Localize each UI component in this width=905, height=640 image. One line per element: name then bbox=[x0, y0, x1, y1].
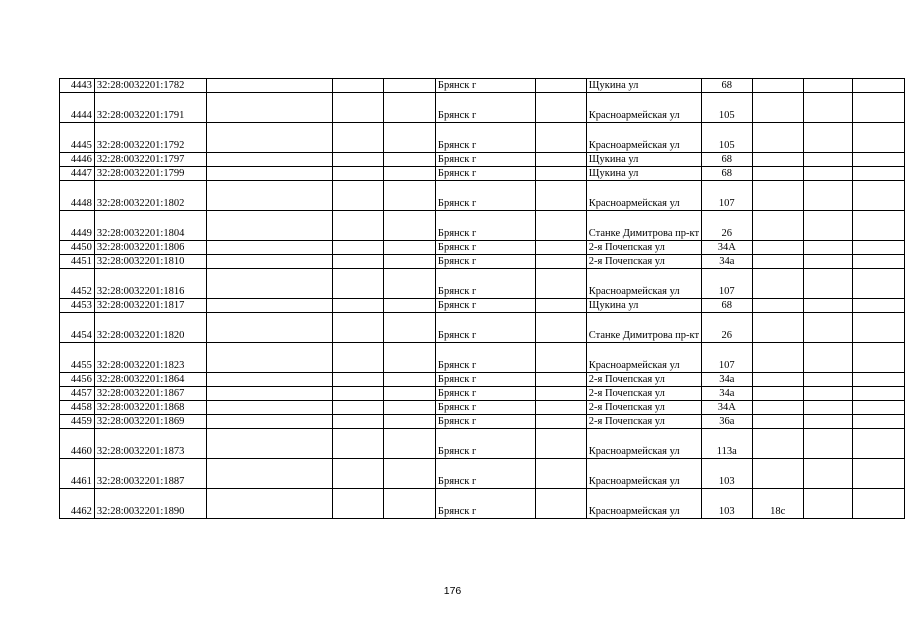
empty-cell bbox=[852, 79, 904, 93]
city-cell: Брянск г bbox=[435, 241, 535, 255]
empty-cell bbox=[852, 299, 904, 313]
city-cell: Брянск г bbox=[435, 79, 535, 93]
cadastral-number-cell: 32:28:0032201:1797 bbox=[94, 153, 207, 167]
empty-cell bbox=[383, 167, 435, 181]
empty-cell bbox=[535, 241, 586, 255]
empty-cell bbox=[207, 489, 332, 519]
row-number-cell: 4460 bbox=[60, 429, 95, 459]
empty-cell bbox=[803, 255, 852, 269]
empty-cell bbox=[535, 255, 586, 269]
empty-cell bbox=[852, 269, 904, 299]
row-number-cell: 4461 bbox=[60, 459, 95, 489]
empty-cell bbox=[332, 241, 383, 255]
table-row bbox=[60, 401, 905, 415]
empty-cell bbox=[383, 93, 435, 123]
city-cell: Брянск г bbox=[435, 343, 535, 373]
city-cell: Брянск г bbox=[435, 167, 535, 181]
empty-cell bbox=[207, 123, 332, 153]
empty-cell bbox=[207, 181, 332, 211]
empty-cell bbox=[383, 373, 435, 387]
city-cell: Брянск г bbox=[435, 255, 535, 269]
empty-cell bbox=[803, 429, 852, 459]
city-cell: Брянск г bbox=[435, 153, 535, 167]
cadastral-number-cell: 32:28:0032201:1820 bbox=[94, 313, 207, 343]
empty-cell bbox=[383, 313, 435, 343]
street-cell: Щукина ул bbox=[586, 153, 701, 167]
building-cell bbox=[752, 269, 803, 299]
empty-cell bbox=[207, 255, 332, 269]
empty-cell bbox=[207, 153, 332, 167]
table-row bbox=[60, 429, 905, 459]
building-cell bbox=[752, 401, 803, 415]
empty-cell bbox=[852, 181, 904, 211]
empty-cell bbox=[383, 79, 435, 93]
building-cell bbox=[752, 167, 803, 181]
empty-cell bbox=[535, 299, 586, 313]
table-row bbox=[60, 93, 905, 123]
cadastral-number-cell: 32:28:0032201:1868 bbox=[94, 401, 207, 415]
house-number-cell: 34а bbox=[702, 255, 752, 269]
empty-cell bbox=[332, 269, 383, 299]
empty-cell bbox=[852, 93, 904, 123]
city-cell: Брянск г bbox=[435, 93, 535, 123]
empty-cell bbox=[207, 373, 332, 387]
house-number-cell: 34А bbox=[702, 401, 752, 415]
building-cell bbox=[752, 373, 803, 387]
cadastral-number-cell: 32:28:0032201:1802 bbox=[94, 181, 207, 211]
table-row bbox=[60, 459, 905, 489]
building-cell bbox=[752, 153, 803, 167]
building-cell bbox=[752, 313, 803, 343]
empty-cell bbox=[207, 211, 332, 241]
empty-cell bbox=[535, 387, 586, 401]
empty-cell bbox=[852, 153, 904, 167]
building-cell bbox=[752, 241, 803, 255]
empty-cell bbox=[207, 415, 332, 429]
cadastral-number-cell: 32:28:0032201:1816 bbox=[94, 269, 207, 299]
house-number-cell: 107 bbox=[702, 269, 752, 299]
empty-cell bbox=[535, 459, 586, 489]
table-row bbox=[60, 415, 905, 429]
empty-cell bbox=[332, 299, 383, 313]
table-row bbox=[60, 373, 905, 387]
empty-cell bbox=[852, 167, 904, 181]
table-row bbox=[60, 299, 905, 313]
street-cell: 2-я Почепская ул bbox=[586, 401, 701, 415]
cadastral-number-cell: 32:28:0032201:1806 bbox=[94, 241, 207, 255]
empty-cell bbox=[535, 269, 586, 299]
cadastral-number-cell: 32:28:0032201:1791 bbox=[94, 93, 207, 123]
empty-cell bbox=[383, 387, 435, 401]
house-number-cell: 68 bbox=[702, 299, 752, 313]
street-cell: Красноармейская ул bbox=[586, 459, 701, 489]
city-cell: Брянск г bbox=[435, 269, 535, 299]
city-cell: Брянск г bbox=[435, 387, 535, 401]
table-row bbox=[60, 255, 905, 269]
street-cell: Станке Димитрова пр-кт bbox=[586, 313, 701, 343]
empty-cell bbox=[332, 489, 383, 519]
street-cell: Станке Димитрова пр-кт bbox=[586, 211, 701, 241]
empty-cell bbox=[535, 343, 586, 373]
house-number-cell: 107 bbox=[702, 181, 752, 211]
city-cell: Брянск г bbox=[435, 299, 535, 313]
empty-cell bbox=[383, 153, 435, 167]
empty-cell bbox=[852, 489, 904, 519]
empty-cell bbox=[535, 415, 586, 429]
empty-cell bbox=[383, 299, 435, 313]
table-row bbox=[60, 181, 905, 211]
cadastral-number-cell: 32:28:0032201:1810 bbox=[94, 255, 207, 269]
empty-cell bbox=[332, 211, 383, 241]
cadastral-number-cell: 32:28:0032201:1864 bbox=[94, 373, 207, 387]
city-cell: Брянск г bbox=[435, 181, 535, 211]
row-number-cell: 4450 bbox=[60, 241, 95, 255]
empty-cell bbox=[383, 401, 435, 415]
house-number-cell: 105 bbox=[702, 123, 752, 153]
house-number-cell: 68 bbox=[702, 153, 752, 167]
house-number-cell: 113а bbox=[702, 429, 752, 459]
city-cell: Брянск г bbox=[435, 123, 535, 153]
empty-cell bbox=[852, 123, 904, 153]
empty-cell bbox=[535, 211, 586, 241]
empty-cell bbox=[332, 459, 383, 489]
empty-cell bbox=[207, 167, 332, 181]
street-cell: Щукина ул bbox=[586, 167, 701, 181]
empty-cell bbox=[383, 343, 435, 373]
empty-cell bbox=[803, 181, 852, 211]
empty-cell bbox=[852, 343, 904, 373]
table-row bbox=[60, 387, 905, 401]
table-row bbox=[60, 211, 905, 241]
building-cell bbox=[752, 343, 803, 373]
city-cell: Брянск г bbox=[435, 313, 535, 343]
empty-cell bbox=[852, 401, 904, 415]
empty-cell bbox=[332, 313, 383, 343]
building-cell bbox=[752, 79, 803, 93]
table-row bbox=[60, 269, 905, 299]
house-number-cell: 68 bbox=[702, 167, 752, 181]
house-number-cell: 103 bbox=[702, 489, 752, 519]
table-row bbox=[60, 153, 905, 167]
empty-cell bbox=[535, 489, 586, 519]
house-number-cell: 107 bbox=[702, 343, 752, 373]
empty-cell bbox=[332, 167, 383, 181]
empty-cell bbox=[332, 343, 383, 373]
empty-cell bbox=[535, 429, 586, 459]
building-cell bbox=[752, 299, 803, 313]
empty-cell bbox=[332, 255, 383, 269]
street-cell: 2-я Почепская ул bbox=[586, 241, 701, 255]
empty-cell bbox=[332, 387, 383, 401]
empty-cell bbox=[803, 79, 852, 93]
house-number-cell: 34а bbox=[702, 387, 752, 401]
cadastral-number-cell: 32:28:0032201:1792 bbox=[94, 123, 207, 153]
empty-cell bbox=[535, 123, 586, 153]
empty-cell bbox=[852, 387, 904, 401]
empty-cell bbox=[383, 459, 435, 489]
cadastral-number-cell: 32:28:0032201:1867 bbox=[94, 387, 207, 401]
empty-cell bbox=[332, 373, 383, 387]
street-cell: Красноармейская ул bbox=[586, 489, 701, 519]
house-number-cell: 26 bbox=[702, 313, 752, 343]
cadastral-number-cell: 32:28:0032201:1869 bbox=[94, 415, 207, 429]
city-cell: Брянск г bbox=[435, 401, 535, 415]
house-number-cell: 68 bbox=[702, 79, 752, 93]
row-number-cell: 4454 bbox=[60, 313, 95, 343]
empty-cell bbox=[332, 429, 383, 459]
empty-cell bbox=[207, 459, 332, 489]
street-cell: 2-я Почепская ул bbox=[586, 387, 701, 401]
building-cell bbox=[752, 123, 803, 153]
empty-cell bbox=[207, 93, 332, 123]
building-cell bbox=[752, 459, 803, 489]
street-cell: 2-я Почепская ул bbox=[586, 373, 701, 387]
empty-cell bbox=[852, 241, 904, 255]
empty-cell bbox=[535, 167, 586, 181]
cadastral-number-cell: 32:28:0032201:1804 bbox=[94, 211, 207, 241]
cadastral-number-cell: 32:28:0032201:1890 bbox=[94, 489, 207, 519]
building-cell bbox=[752, 181, 803, 211]
city-cell: Брянск г bbox=[435, 211, 535, 241]
empty-cell bbox=[852, 211, 904, 241]
row-number-cell: 4451 bbox=[60, 255, 95, 269]
row-number-cell: 4458 bbox=[60, 401, 95, 415]
empty-cell bbox=[803, 373, 852, 387]
empty-cell bbox=[383, 429, 435, 459]
row-number-cell: 4455 bbox=[60, 343, 95, 373]
empty-cell bbox=[852, 373, 904, 387]
building-cell bbox=[752, 429, 803, 459]
empty-cell bbox=[852, 255, 904, 269]
empty-cell bbox=[383, 269, 435, 299]
table-row bbox=[60, 167, 905, 181]
empty-cell bbox=[332, 93, 383, 123]
empty-cell bbox=[803, 299, 852, 313]
empty-cell bbox=[803, 123, 852, 153]
city-cell: Брянск г bbox=[435, 429, 535, 459]
empty-cell bbox=[383, 123, 435, 153]
cadastral-number-cell: 32:28:0032201:1823 bbox=[94, 343, 207, 373]
row-number-cell: 4452 bbox=[60, 269, 95, 299]
building-cell bbox=[752, 387, 803, 401]
empty-cell bbox=[332, 123, 383, 153]
empty-cell bbox=[803, 489, 852, 519]
empty-cell bbox=[803, 269, 852, 299]
empty-cell bbox=[852, 459, 904, 489]
empty-cell bbox=[535, 373, 586, 387]
empty-cell bbox=[803, 167, 852, 181]
page-number: 176 bbox=[443, 585, 462, 597]
building-cell: 18с bbox=[752, 489, 803, 519]
empty-cell bbox=[207, 387, 332, 401]
street-cell: Красноармейская ул bbox=[586, 93, 701, 123]
empty-cell bbox=[803, 401, 852, 415]
street-cell: Красноармейская ул bbox=[586, 429, 701, 459]
table-row bbox=[60, 79, 905, 93]
table-row bbox=[60, 241, 905, 255]
empty-cell bbox=[852, 313, 904, 343]
house-number-cell: 34А bbox=[702, 241, 752, 255]
empty-cell bbox=[383, 181, 435, 211]
house-number-cell: 103 bbox=[702, 459, 752, 489]
empty-cell bbox=[803, 343, 852, 373]
empty-cell bbox=[207, 313, 332, 343]
table-row bbox=[60, 313, 905, 343]
empty-cell bbox=[803, 153, 852, 167]
street-cell: Красноармейская ул bbox=[586, 343, 701, 373]
empty-cell bbox=[207, 429, 332, 459]
city-cell: Брянск г bbox=[435, 459, 535, 489]
empty-cell bbox=[535, 153, 586, 167]
building-cell bbox=[752, 93, 803, 123]
row-number-cell: 4456 bbox=[60, 373, 95, 387]
empty-cell bbox=[332, 181, 383, 211]
empty-cell bbox=[383, 211, 435, 241]
empty-cell bbox=[383, 489, 435, 519]
row-number-cell: 4443 bbox=[60, 79, 95, 93]
row-number-cell: 4446 bbox=[60, 153, 95, 167]
empty-cell bbox=[803, 459, 852, 489]
registry-table bbox=[59, 78, 905, 519]
empty-cell bbox=[207, 79, 332, 93]
building-cell bbox=[752, 415, 803, 429]
row-number-cell: 4449 bbox=[60, 211, 95, 241]
row-number-cell: 4445 bbox=[60, 123, 95, 153]
cadastral-number-cell: 32:28:0032201:1799 bbox=[94, 167, 207, 181]
empty-cell bbox=[803, 387, 852, 401]
house-number-cell: 26 bbox=[702, 211, 752, 241]
row-number-cell: 4459 bbox=[60, 415, 95, 429]
empty-cell bbox=[207, 269, 332, 299]
row-number-cell: 4453 bbox=[60, 299, 95, 313]
empty-cell bbox=[535, 79, 586, 93]
empty-cell bbox=[207, 401, 332, 415]
street-cell: 2-я Почепская ул bbox=[586, 255, 701, 269]
empty-cell bbox=[383, 415, 435, 429]
street-cell: Красноармейская ул bbox=[586, 123, 701, 153]
empty-cell bbox=[535, 181, 586, 211]
empty-cell bbox=[803, 241, 852, 255]
row-number-cell: 4457 bbox=[60, 387, 95, 401]
empty-cell bbox=[332, 79, 383, 93]
row-number-cell: 4448 bbox=[60, 181, 95, 211]
street-cell: Красноармейская ул bbox=[586, 269, 701, 299]
empty-cell bbox=[803, 313, 852, 343]
house-number-cell: 34а bbox=[702, 373, 752, 387]
table-row bbox=[60, 123, 905, 153]
empty-cell bbox=[535, 401, 586, 415]
cadastral-number-cell: 32:28:0032201:1887 bbox=[94, 459, 207, 489]
empty-cell bbox=[852, 415, 904, 429]
empty-cell bbox=[803, 93, 852, 123]
empty-cell bbox=[332, 153, 383, 167]
row-number-cell: 4444 bbox=[60, 93, 95, 123]
empty-cell bbox=[383, 241, 435, 255]
empty-cell bbox=[383, 255, 435, 269]
street-cell: Щукина ул bbox=[586, 299, 701, 313]
empty-cell bbox=[803, 415, 852, 429]
city-cell: Брянск г bbox=[435, 415, 535, 429]
empty-cell bbox=[803, 211, 852, 241]
empty-cell bbox=[332, 415, 383, 429]
street-cell: Щукина ул bbox=[586, 79, 701, 93]
table-row bbox=[60, 343, 905, 373]
row-number-cell: 4462 bbox=[60, 489, 95, 519]
cadastral-number-cell: 32:28:0032201:1782 bbox=[94, 79, 207, 93]
empty-cell bbox=[207, 299, 332, 313]
table-row bbox=[60, 489, 905, 519]
street-cell: 2-я Почепская ул bbox=[586, 415, 701, 429]
empty-cell bbox=[207, 343, 332, 373]
empty-cell bbox=[207, 241, 332, 255]
empty-cell bbox=[535, 313, 586, 343]
cadastral-number-cell: 32:28:0032201:1817 bbox=[94, 299, 207, 313]
empty-cell bbox=[332, 401, 383, 415]
house-number-cell: 105 bbox=[702, 93, 752, 123]
empty-cell bbox=[852, 429, 904, 459]
empty-cell bbox=[535, 93, 586, 123]
city-cell: Брянск г bbox=[435, 489, 535, 519]
building-cell bbox=[752, 211, 803, 241]
cadastral-number-cell: 32:28:0032201:1873 bbox=[94, 429, 207, 459]
row-number-cell: 4447 bbox=[60, 167, 95, 181]
house-number-cell: 36а bbox=[702, 415, 752, 429]
street-cell: Красноармейская ул bbox=[586, 181, 701, 211]
building-cell bbox=[752, 255, 803, 269]
city-cell: Брянск г bbox=[435, 373, 535, 387]
